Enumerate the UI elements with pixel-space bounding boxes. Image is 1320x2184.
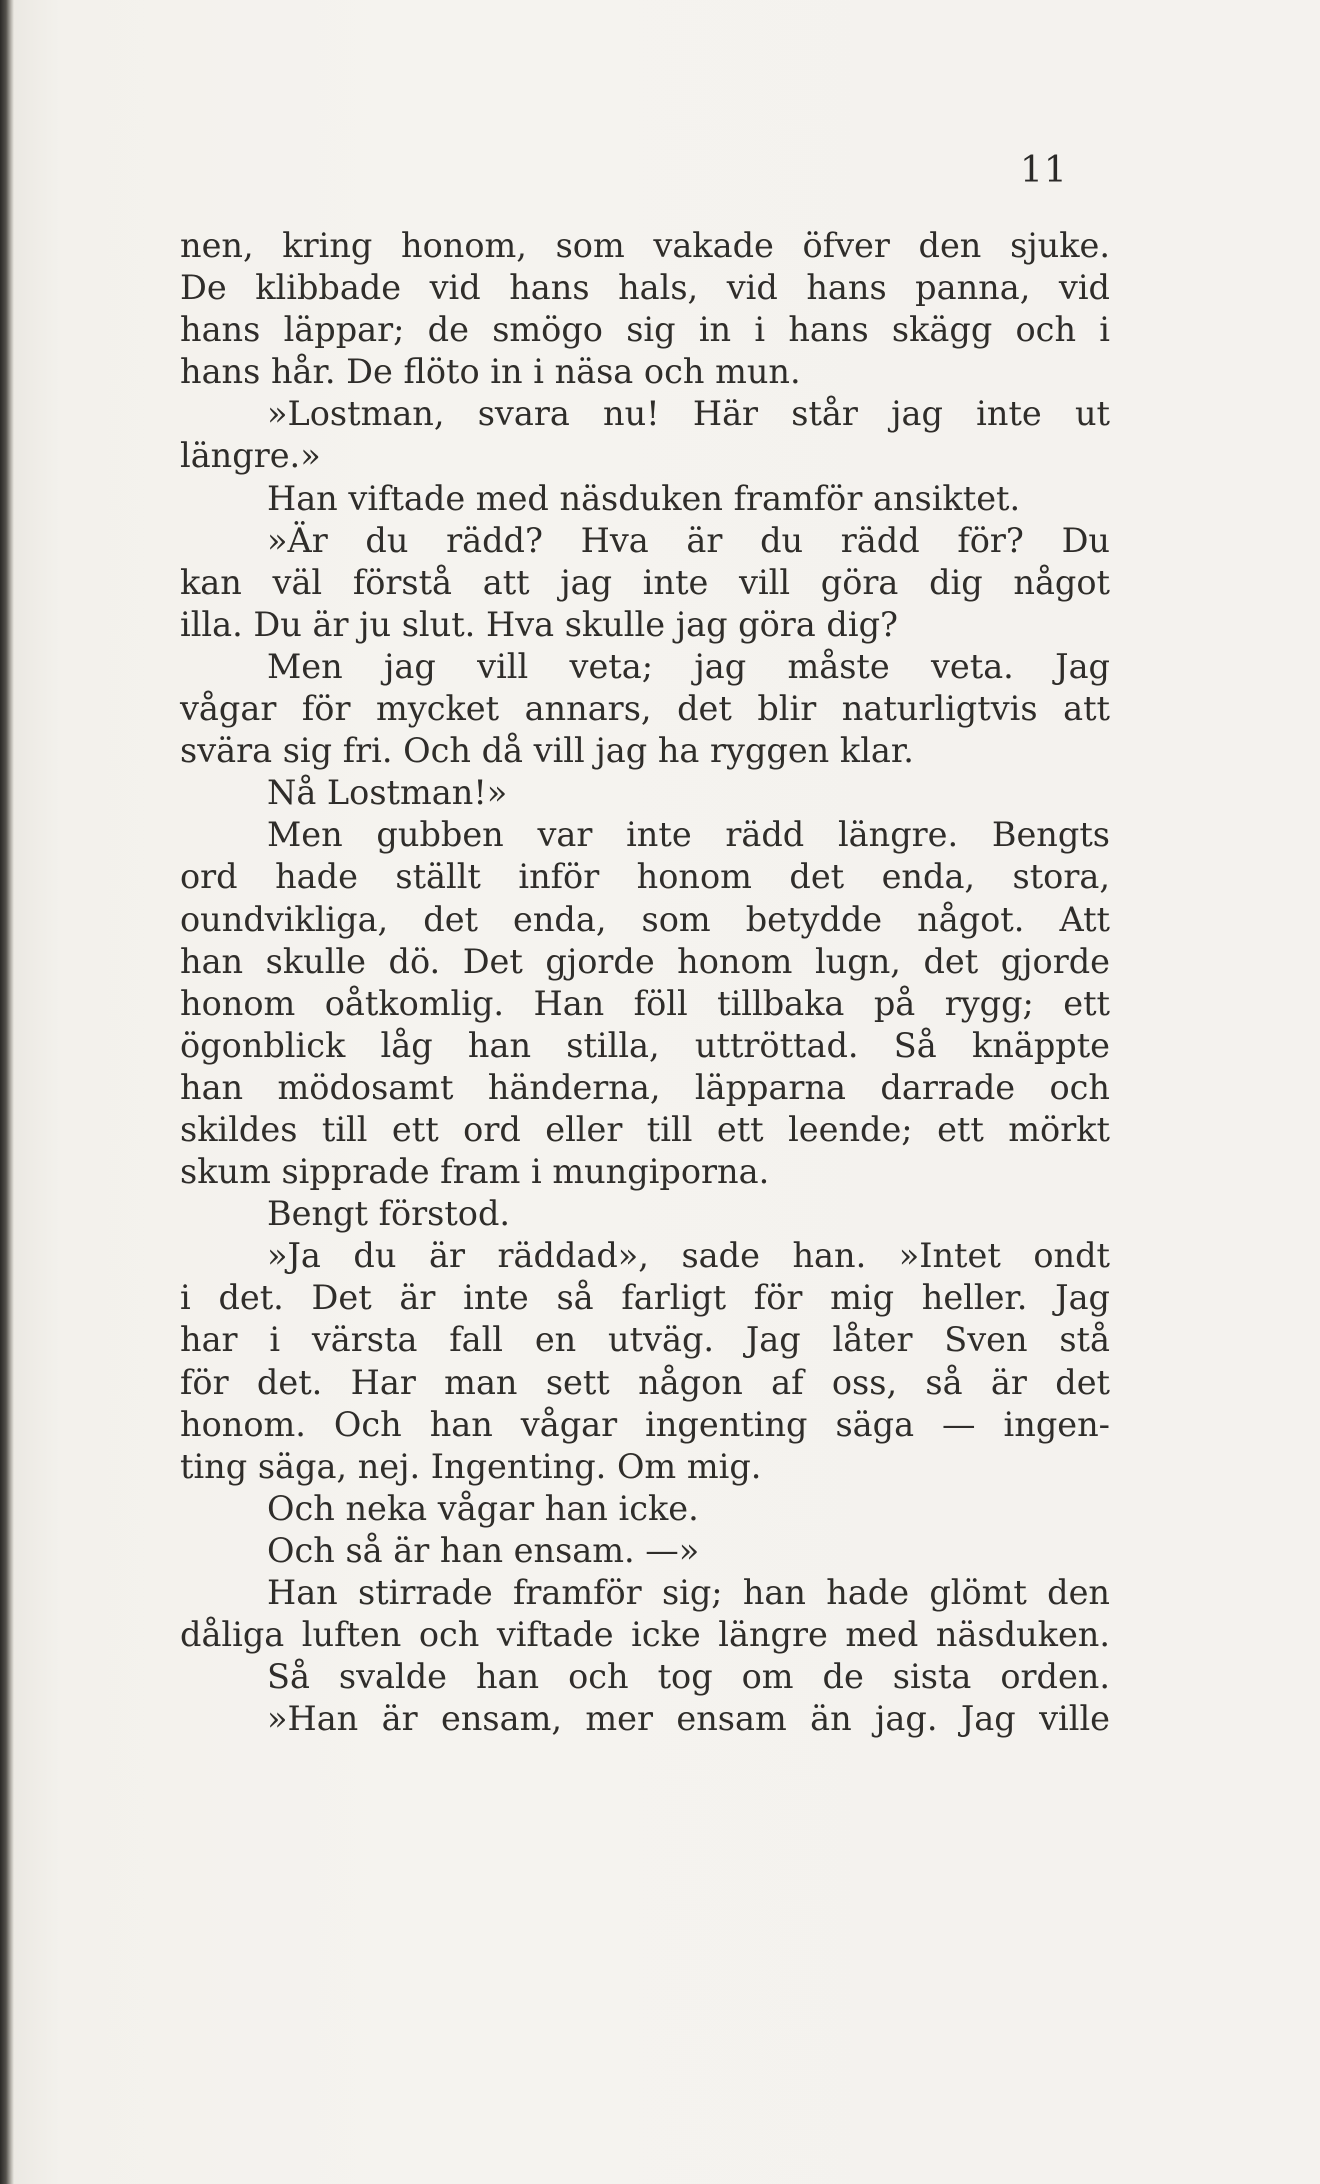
text-line: ting säga, nej. Ingenting. Om mig.: [180, 1446, 762, 1486]
text-line: han skulle dö. Det gjorde honom lugn, det gjorde: [180, 941, 1110, 981]
text-line: vågar för mycket annars, det blir naturligtvis att: [180, 689, 1110, 729]
text-line: skum sipprade fram i mungiporna.: [180, 1152, 770, 1192]
text-line: honom oåtkomlig. Han föll tillbaka på rygg; ett: [180, 983, 1110, 1023]
body-text: [180, 225, 1110, 1740]
text-line: »Är du rädd? Hva är du rädd för? Du: [267, 520, 1110, 560]
text-line: Han viftade med näsduken framför ansiktet.: [267, 478, 1021, 518]
text-line: illa. Du är ju slut. Hva skulle jag göra dig?: [180, 604, 898, 644]
text-line: nen, kring honom, som vakade öfver den sjuke.: [180, 226, 1110, 265]
page-number: 11: [1020, 150, 1068, 191]
text-line: hans hår. De flöto in i näsa och mun.: [180, 352, 801, 392]
text-line: »Ja du är räddad», sade han. »Intet ondt: [267, 1236, 1110, 1276]
text-line: han mödosamt händerna, läpparna darrade och: [180, 1067, 1110, 1107]
text-line: Men gubben var inte rädd längre. Bengts: [267, 815, 1110, 855]
text-line: längre.»: [180, 436, 321, 476]
text-line: svära sig fri. Och då vill jag ha ryggen klar.: [180, 731, 914, 771]
text-line: Men jag vill veta; jag måste veta. Jag: [267, 646, 1110, 686]
book-spine-shadow: [0, 0, 14, 2184]
text-line: Bengt förstod.: [267, 1194, 511, 1234]
text-line: kan väl förstå att jag inte vill göra dig något: [180, 562, 1110, 602]
text-line: skildes till ett ord eller till ett leende; ett mörkt: [180, 1109, 1110, 1149]
text-line: Nå Lostman!»: [267, 773, 508, 813]
text-line: Och neka vågar han icke.: [267, 1488, 699, 1528]
text-line: dåliga luften och viftade icke längre med näsduken.: [180, 1615, 1110, 1655]
text-line: ord hade ställt inför honom det enda, stora,: [180, 857, 1110, 897]
text-line: honom. Och han vågar ingenting säga — ingen-: [180, 1404, 1110, 1444]
text-line: Och så är han ensam. —»: [267, 1530, 700, 1570]
text-line: har i värsta fall en utväg. Jag låter Sven stå: [180, 1320, 1110, 1360]
text-line: ögonblick låg han stilla, uttröttad. Så knäppte: [180, 1025, 1110, 1065]
text-line: i det. Det är inte så farligt för mig heller. Jag: [180, 1278, 1110, 1318]
text-line: »Lostman, svara nu! Här står jag inte ut: [267, 394, 1110, 434]
text-line: »Han är ensam, mer ensam än jag. Jag ville: [267, 1699, 1110, 1739]
text-line: De klibbade vid hans hals, vid hans panna, vid: [180, 268, 1110, 308]
text-line: Han stirrade framför sig; han hade glömt den: [267, 1573, 1110, 1612]
text-line: för det. Har man sett någon af oss, så är det: [180, 1362, 1110, 1402]
text-line: oundvikliga, det enda, som betydde något. Att: [180, 899, 1110, 939]
text-line: Så svalde han och tog om de sista orden.: [267, 1657, 1110, 1697]
text-line: hans läppar; de smögo sig in i hans skägg och i: [180, 310, 1110, 350]
